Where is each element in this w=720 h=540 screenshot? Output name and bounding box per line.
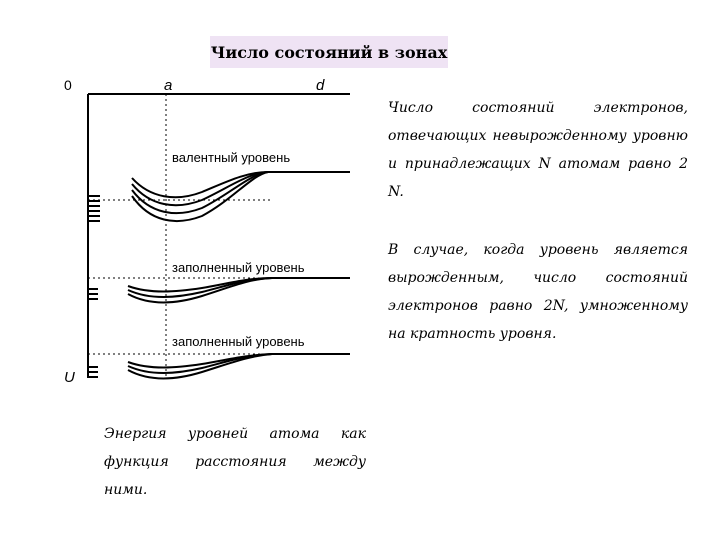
paragraph-nondegenerate: Число состояний электронов, отвечающих невырожденному уровню и принадлежащих N атомам равно 2 N. xyxy=(388,100,688,200)
energy-level-diagram xyxy=(50,60,360,400)
axis-u-label: U xyxy=(64,369,75,386)
filled-level-label-2: заполненный уровень xyxy=(172,334,305,349)
axis-zero-label: 0 xyxy=(64,77,72,93)
axis-d-label: d xyxy=(316,77,325,94)
filled-band-1-curves xyxy=(128,278,350,303)
axis-a-label: a xyxy=(164,77,173,94)
page-title: Число состояний в зонах xyxy=(210,36,448,68)
energy-level-svg xyxy=(50,60,360,400)
valence-band-curves xyxy=(132,172,350,221)
filled-level-label-1: заполненный уровень xyxy=(172,260,305,275)
paragraph-degenerate: В случае, когда уровень является вырожденным, число состояний электронов равно 2N, умноженному на кратность уровня. xyxy=(388,242,688,342)
valence-level-label: валентный уровень xyxy=(172,150,291,165)
filled-level-1-ticks xyxy=(88,289,98,299)
diagram-caption: Энергия уровней атома как функция расстояния между ними. xyxy=(104,426,366,498)
filled-level-2-ticks xyxy=(88,367,98,377)
filled-band-2-curves xyxy=(128,354,350,379)
